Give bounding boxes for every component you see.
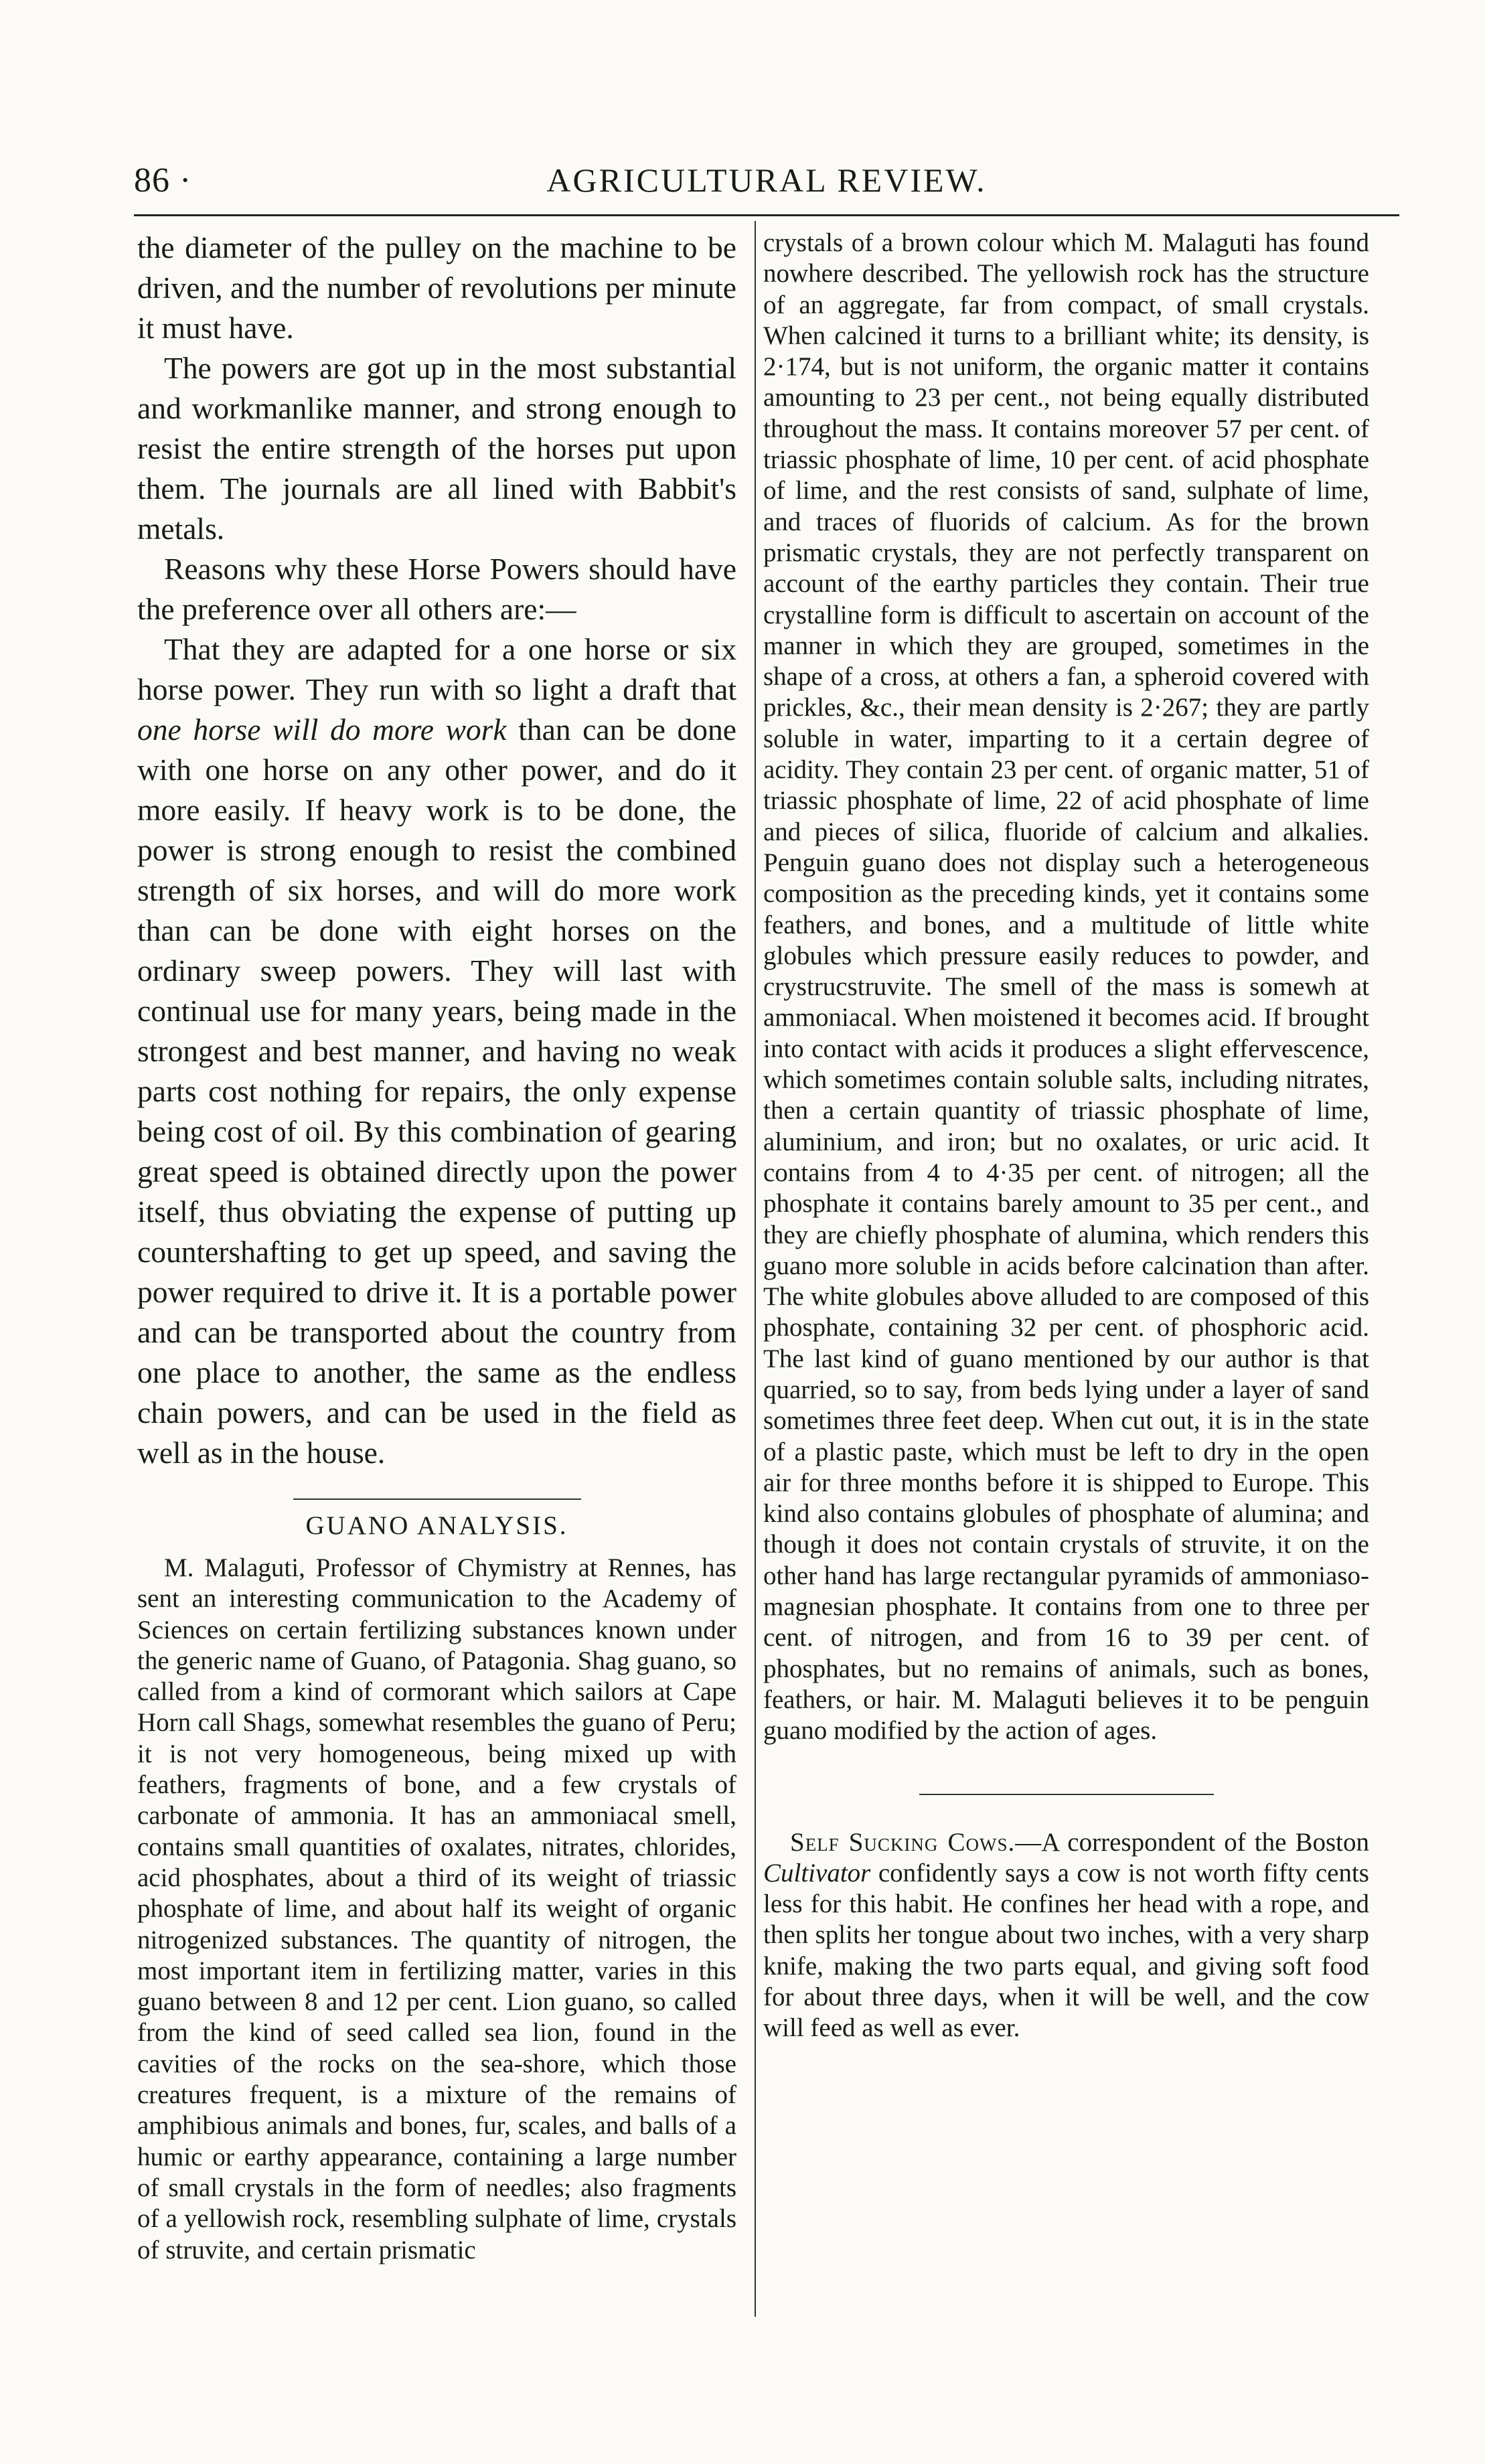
horse-power-paragraph-3: Reasons why these Horse Powers should have the preference over all others are:—	[137, 552, 736, 626]
cows-italic: Cultivator	[763, 1858, 871, 1888]
paragraph-4-italic: one horse will do more work	[137, 712, 507, 747]
guano-continuation: crystals of a brown colour which M. Malaguti has found nowhere described. The yellowish rock has the structure of an aggregate, far from compact, of small crystals. When calcined it turns to a brilliant white; its density, is 2·174, but is not uniform, the organic matter it contains amounting to 23 per cent., not being equally distributed throughout the mass. It contains moreover 57 per cent. of triassic phosphate of lime, 10 per cent. of acid phosphate of lime, and the rest consists of sand, sulphate of lime, and traces of fluorids of calcium. As for the brown prismatic crystals, they are not perfectly transparent on account of the earthy particles they contain. Their true crystalline form is difficult to ascertain on account of the manner in which they are grouped, sometimes in the shape of a cross, at others a fan, a spheroid covered with prickles, &c., their mean density is 2·267; they are partly soluble in water, imparting to it a certain degree of acidity. They contain 23 per cent. of organic matter, 51 of triassic phosphate of lime, 22 of acid phosphate of lime and pieces of silica, fluoride of calcium and alkalies. Penguin guano does not display such a heterogeneous composition as the preceding kinds, yet it contains some feathers, and bones, and a multitude of little white globules which pressure easily reduces to powder, and crystrucstruvite. The smell of the mass is somewh at ammoniacal. When moistened it becomes acid. If brought into contact with acids it produces a slight effervescence, which sometimes contain soluble salts, including nitrates, then a certain quantity of triassic phosphate of lime, aluminium, and iron; but no oxalates, or uric acid. It contains from 4 to 4·35 per cent. of nitrogen; all the phosphate it contains barely amount to 35 per cent., and they are chiefly phosphate of alumina, which renders this guano more soluble in acids before calcination than after. The white globules above alluded to are composed of this phosphate, containing 32 per cent. of phosphoric acid. The last kind of guano mentioned by our author is that quarried, so to say, from beds lying under a layer of sand sometimes three feet deep. When cut out, it is in the state of a plastic paste, which must be left to dry in the open air for three months before it is shipped to Europe. This kind also contains globules of phosphate of alumina; and though it does not contain crystals of struvite, it on the other hand has large rectangular pyramids of ammoniaso-magnesian phosphate. It contains from one to three per cent. of nitrogen, and from 16 to 39 per cent. of phosphates, but no remains of animals, such as bones, feathers, or hair. M. Malaguti believes it to be penguin guano modified by the action of ages.	[763, 228, 1369, 1746]
paragraph-4-text-a: That they are adapted for a one horse or six horse power. They run with so light a draft that	[137, 632, 736, 706]
page-number: 86 ·	[134, 161, 192, 200]
running-title: AGRICULTURAL REVIEW.	[546, 161, 987, 199]
column-divider	[755, 221, 756, 2317]
cows-text-b: confidently says a cow is not worth fifty cents less for this habit. He confines her head with a rope, and then splits her tongue about two inches, with a very sharp knife, making the two parts equal, and giving soft food for about three days, when it will be well, and the cow will feed as well as ever.	[763, 1858, 1369, 2043]
paragraph-4-text-b: than can be done with one horse on any other power, and do it more easily. If heavy work is to be done, the power is strong enough to resist the combined strength of six horses, and will do more work than can be done with eight horses on the ordinary sweep powers. They will last with continual use for many years, being made in the strongest and best manner, and having no weak parts cost nothing for repairs, the only expense being cost of oil. By this combination of gearing great speed is obtained directly upon the power itself, thus obviating the expense of putting up countershafting to get up speed, and saving the power required to drive it. It is a portable power and can be transported about the country from one place to another, the same as the endless chain powers, and can be used in the field as well as in the house.	[137, 712, 736, 1470]
horse-power-paragraph-2: The powers are got up in the most substantial and workmanlike manner, and strong enough to resist the entire strength of the horses put upon them. The journals are all lined with Babbit's metals.	[137, 351, 736, 546]
article-separator	[919, 1794, 1214, 1795]
guano-paragraph: M. Malaguti, Professor of Chymistry at Rennes, has sent an interesting communication to the Academy of Sciences on certain fertilizing substances known under the generic name of Guano, of Patagonia. Shag guano, so called from a kind of cormorant which sailors at Cape Horn call Shags, somewhat resembles the guano of Peru; it is not very homogeneous, being mixed up with feathers, fragments of bone, and a few crystals of carbonate of ammonia. It has an ammoniacal smell, contains small quantities of oxalates, nitrates, chlorides, acid phosphates, about a third of its weight of triassic phosphate of lime, and about half its weight of organic nitrogenized substances. The quantity of nitrogen, the most important item in fertilizing matter, varies in this guano between 8 and 12 per cent. Lion guano, so called from the kind of seed called sea lion, found in the cavities of the rocks on the sea-shore, which those creatures frequent, is a mixture of the remains of amphibious animals and bones, fur, scales, and balls of a humic or earthy appearance, containing a large number of small crystals in the form of needles; also fragments of a yellowish rock, resembling sulphate of lime, crystals of struvite, and certain prismatic	[137, 1553, 736, 2264]
page-header	[134, 161, 1399, 214]
right-column	[763, 228, 1369, 2044]
header-rule	[134, 214, 1399, 216]
horse-power-paragraph-4	[137, 629, 736, 1473]
section-rule	[293, 1498, 581, 1500]
left-column	[137, 228, 736, 2266]
section-title-guano: GUANO ANALYSIS.	[305, 1511, 568, 1540]
horse-power-paragraph-1: the diameter of the pulley on the machine to be driven, and the number of revolutions per minute it must have.	[137, 230, 736, 345]
cows-heading: Self Sucking Cows.	[790, 1827, 1016, 1857]
self-sucking-cows-paragraph	[763, 1827, 1369, 2044]
cows-text-a: —A correspondent of the Boston	[1015, 1827, 1369, 1857]
